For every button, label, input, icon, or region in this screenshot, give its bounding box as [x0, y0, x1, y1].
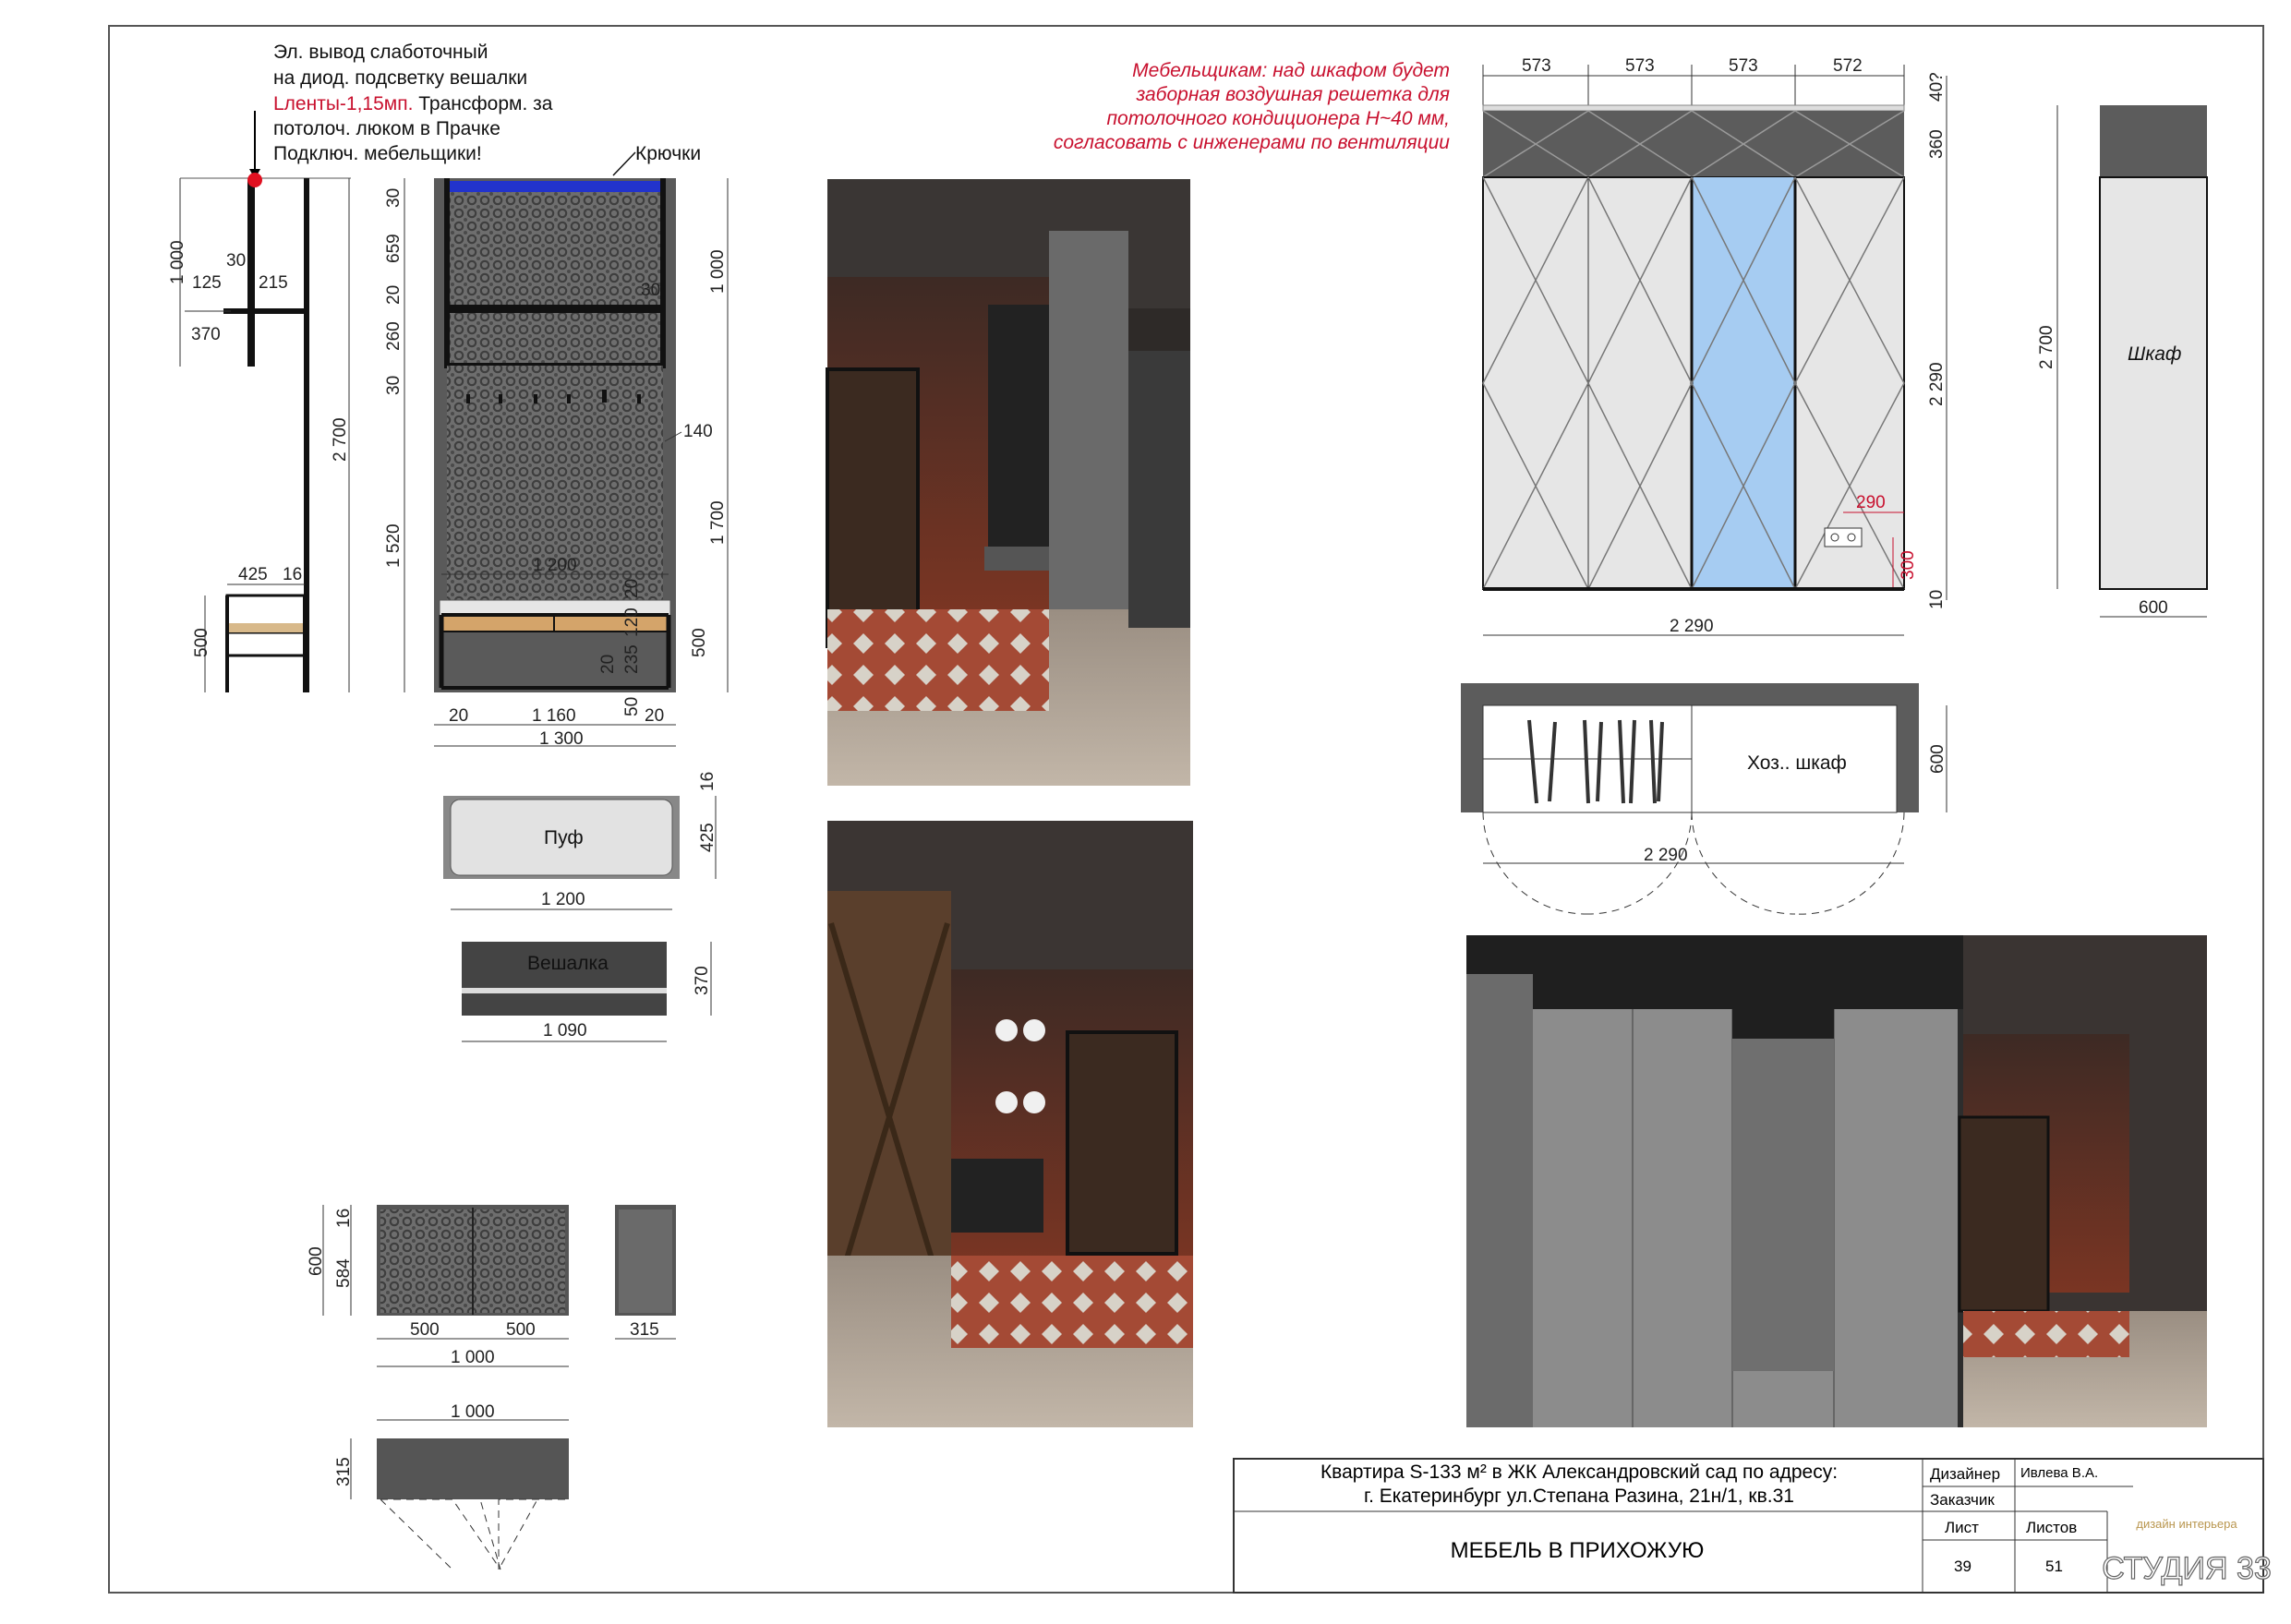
dim-ws-600: 600 [2139, 598, 2168, 618]
dim-f-140: 140 [683, 422, 713, 441]
dim-f-50: 50 [622, 696, 642, 716]
note-line-4: потолоч. люком в Прачке [273, 118, 500, 139]
dim-side-2700: 2 700 [331, 417, 350, 462]
hanger-front-view [384, 143, 728, 749]
dim-h-370: 370 [693, 966, 712, 995]
dim-w-2290: 2 290 [1670, 617, 1714, 636]
wardrobe-side [2037, 105, 2207, 618]
dim-w-40: 40? [1927, 72, 1947, 102]
dim-f-1000: 1 000 [708, 249, 728, 294]
dim-w-573b: 573 [1625, 56, 1655, 76]
project-line-2: г. Екатеринбург ул.Степана Разина, 21н/1, кв.31 [1364, 1486, 1794, 1507]
dim-w-573a: 573 [1522, 56, 1551, 76]
dim-h-1090: 1 090 [543, 1021, 587, 1041]
dim-p-1200: 1 200 [541, 890, 585, 909]
note-line-2: на диод. подсветку вешалки [273, 67, 528, 89]
dim-side-500: 500 [192, 628, 211, 657]
led-strip [447, 181, 663, 192]
client-label: Заказчик [1930, 1491, 1995, 1509]
dim-f-1160: 1 160 [532, 706, 576, 726]
dim-f-1700: 1 700 [708, 500, 728, 545]
ac-note-line-4: согласовать с инженерами по вентиляции [1053, 132, 1450, 153]
wardrobe-elevation [1483, 56, 1947, 636]
dim-w-300: 300 [1899, 550, 1918, 580]
dim-wp-600: 600 [1928, 744, 1947, 774]
dim-side-370: 370 [191, 325, 221, 344]
dim-w-290: 290 [1856, 493, 1886, 512]
ac-note-line-2: заборная воздушная решетка для [1136, 84, 1450, 105]
dim-c-500b: 500 [506, 1320, 536, 1340]
dim-f-1200: 1 200 [533, 556, 577, 575]
dim-f-20b: 20 [645, 706, 665, 726]
render-hallway-2 [827, 821, 1193, 1427]
wardrobe-label: Шкаф [2128, 343, 2182, 365]
cabinet-front [307, 1205, 676, 1367]
dim-f-1520: 1 520 [384, 523, 404, 568]
dim-p-425: 425 [698, 823, 717, 852]
utility-label: Хоз.. шкаф [1747, 752, 1847, 774]
dim-side-215: 215 [259, 273, 288, 293]
sheets-total: 51 [2045, 1558, 2063, 1575]
hanger-side-view [168, 173, 351, 692]
dim-p-16: 16 [698, 771, 717, 791]
dim-side-125: 125 [192, 273, 222, 293]
dim-c-600: 600 [307, 1246, 326, 1276]
dim-side-425: 425 [238, 565, 268, 584]
hooks-label: Крючки [635, 143, 702, 164]
cabinet-top [334, 1402, 569, 1570]
wiring-note [249, 42, 553, 179]
dim-side-1000: 1 000 [168, 240, 187, 284]
dim-ws-2700: 2 700 [2037, 325, 2056, 369]
dim-t-315: 315 [334, 1457, 354, 1486]
dim-f-120: 120 [622, 607, 642, 637]
power-point-marker [247, 173, 262, 187]
dim-f-659: 659 [384, 234, 404, 263]
title-block [1234, 1459, 2272, 1593]
ac-note-line-1: Мебельщикам: над шкафом будет [1132, 60, 1450, 81]
sheet-label: Лист [1945, 1519, 1979, 1536]
pouf-label: Пуф [544, 827, 584, 848]
studio-logo: СТУДИЯ 33 [2102, 1551, 2272, 1586]
designer-label: Дизайнер [1930, 1465, 2001, 1483]
dim-c-1000: 1 000 [451, 1348, 495, 1367]
dim-f-20a: 20 [449, 706, 469, 726]
dim-w-573c: 573 [1729, 56, 1758, 76]
dim-f-20: 20 [384, 284, 404, 305]
note-line-5: Подключ. мебельщики! [273, 143, 482, 164]
pouf-plan [443, 772, 717, 909]
dim-f-30b: 30 [384, 375, 404, 395]
dim-w-2290v: 2 290 [1927, 362, 1947, 406]
project-line-1: Квартира S-133 м² в ЖК Александровский сад по адресу: [1320, 1462, 1839, 1483]
sheet-number: 39 [1954, 1558, 1971, 1575]
dim-wp-2290: 2 290 [1644, 846, 1688, 865]
designer-name: Ивлева В.А. [2020, 1465, 2099, 1481]
dim-f-500: 500 [690, 628, 709, 657]
dim-w-572: 572 [1833, 56, 1863, 76]
render-wardrobe [1466, 935, 2207, 1427]
dim-w-360: 360 [1927, 129, 1947, 159]
hanger-label: Вешалка [527, 953, 609, 974]
note-line-3: Lленты-1,15мп. Трансформ. за [273, 93, 553, 114]
dim-f-20d: 20 [598, 654, 618, 674]
dim-f-235: 235 [622, 644, 642, 674]
ac-note-line-3: потолочного кондиционера Н~40 мм, [1106, 108, 1450, 129]
dim-c-315: 315 [630, 1320, 659, 1340]
dim-t-1000: 1 000 [451, 1402, 495, 1422]
dim-c-500a: 500 [410, 1320, 440, 1340]
note-line-1: Эл. вывод слаботочный [273, 42, 488, 63]
dim-f-20c: 20 [622, 578, 642, 598]
logo-tagline: дизайн интерьера [2136, 1517, 2237, 1531]
render-hallway-1 [827, 179, 1190, 786]
dim-c-584: 584 [334, 1258, 354, 1288]
dim-f-30c: 30 [641, 281, 661, 300]
dim-side-30: 30 [226, 251, 247, 271]
sheets-label: Листов [2026, 1519, 2078, 1536]
dim-f-260: 260 [384, 321, 404, 351]
dim-side-16: 16 [283, 565, 303, 584]
wardrobe-plan [1461, 683, 1947, 914]
dim-c-16: 16 [334, 1208, 354, 1228]
dim-w-10: 10 [1927, 589, 1947, 609]
hanger-plan [462, 942, 712, 1041]
dim-f-1300: 1 300 [539, 729, 584, 749]
sheet-title: МЕБЕЛЬ В ПРИХОЖУЮ [1450, 1538, 1705, 1563]
dim-f-30a: 30 [384, 187, 404, 208]
